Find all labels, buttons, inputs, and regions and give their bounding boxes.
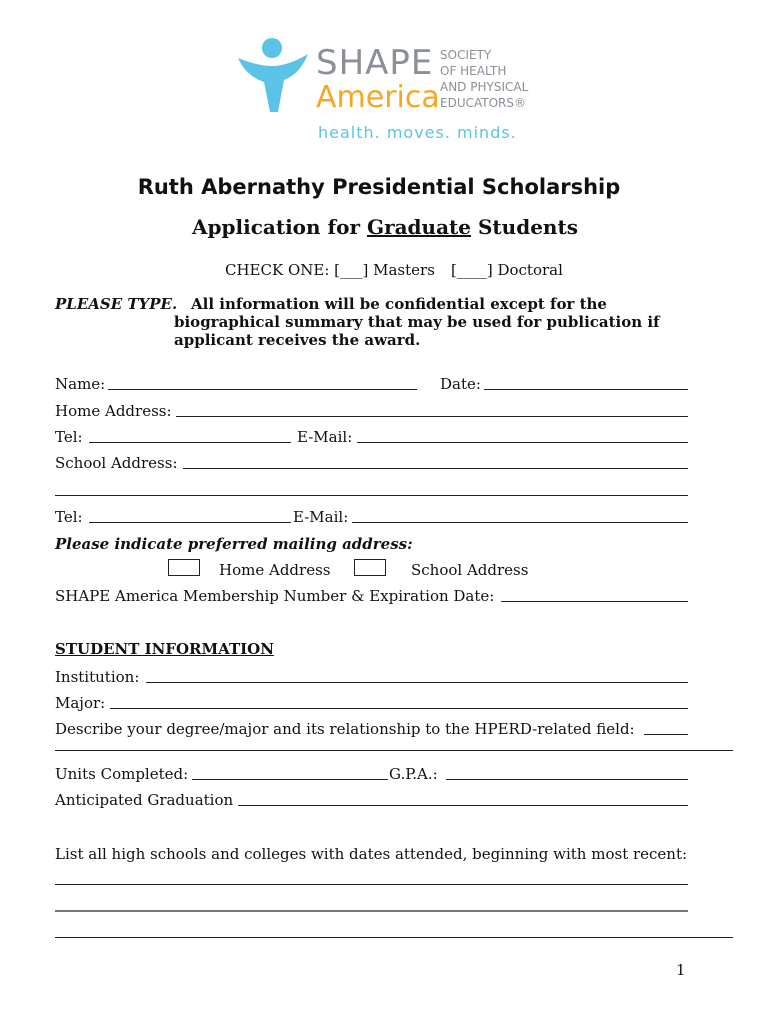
email2-field[interactable]	[352, 522, 688, 523]
home-address-field[interactable]	[176, 416, 688, 417]
describe-field[interactable]	[644, 734, 688, 735]
email2-label: E-Mail:	[293, 508, 349, 526]
gpa-label: G.P.A.:	[389, 765, 438, 783]
logo-tagline: health. moves. minds.	[318, 123, 517, 142]
subtitle-underlined: Graduate	[366, 215, 472, 239]
notice-line-1: All information will be confidential except for the	[191, 295, 607, 313]
shape-america-logo	[232, 34, 542, 146]
gpa-field[interactable]	[446, 779, 688, 780]
subtitle-after: Students	[477, 215, 578, 239]
school-address-field-line-2[interactable]	[55, 495, 688, 496]
notice-lead: PLEASE TYPE.	[55, 295, 178, 313]
tel2-field[interactable]	[89, 522, 291, 523]
school-address-field[interactable]	[183, 468, 688, 469]
graduation-field[interactable]	[238, 805, 688, 806]
major-field[interactable]	[110, 708, 688, 709]
email-label: E-Mail:	[297, 428, 353, 446]
logo-society-line-1: SOCIETY	[440, 48, 492, 62]
describe-label: Describe your degree/major and its relationship to the HPERD-related field:	[55, 720, 635, 738]
name-field[interactable]	[108, 389, 417, 390]
list-schools-label: List all high schools and colleges with dates attended, beginning with most recent:	[55, 845, 688, 863]
page-title: Ruth Abernathy Presidential Scholarship	[137, 175, 621, 199]
home-address-checkbox[interactable]	[168, 559, 200, 576]
student-info-heading: STUDENT INFORMATION	[55, 640, 274, 658]
notice-line-2: biographical summary that may be used for publication if	[174, 313, 660, 331]
describe-field-line-2[interactable]	[55, 750, 733, 751]
email-field[interactable]	[357, 442, 688, 443]
membership-label: SHAPE America Membership Number & Expiration Date:	[55, 587, 495, 605]
date-field[interactable]	[484, 389, 688, 390]
home-address-label: Home Address:	[55, 402, 172, 420]
membership-field[interactable]	[501, 601, 688, 602]
logo-society-line-3: AND PHYSICAL	[440, 80, 529, 94]
check-one-doctoral[interactable]: [____] Doctoral	[451, 261, 563, 279]
major-label: Major:	[55, 694, 106, 712]
graduation-label: Anticipated Graduation	[55, 791, 234, 809]
logo-society-line-4: EDUCATORS®	[440, 96, 526, 110]
schools-line-2[interactable]	[55, 910, 688, 912]
schools-line-1[interactable]	[55, 884, 688, 885]
subtitle-before: Application for	[192, 215, 361, 239]
logo-brand-shape: SHAPE	[316, 43, 434, 83]
school-address-checkbox[interactable]	[354, 559, 386, 576]
institution-label: Institution:	[55, 668, 140, 686]
units-field[interactable]	[192, 779, 388, 780]
school-address-option-label: School Address	[411, 561, 529, 579]
home-address-option-label: Home Address	[219, 561, 331, 579]
page-subtitle	[0, 215, 770, 239]
schools-line-3[interactable]	[55, 937, 733, 938]
institution-field[interactable]	[146, 682, 688, 683]
school-address-label: School Address:	[55, 454, 178, 472]
notice-line-3: applicant receives the award.	[174, 331, 421, 349]
mailing-prompt: Please indicate preferred mailing address:	[55, 535, 413, 553]
tel-label: Tel:	[55, 428, 83, 446]
tel2-label: Tel:	[55, 508, 83, 526]
logo-brand-america: America	[316, 80, 440, 115]
units-label: Units Completed:	[55, 765, 189, 783]
date-label: Date:	[440, 375, 481, 393]
check-one-masters[interactable]: CHECK ONE: [___] Masters	[225, 261, 435, 279]
name-label: Name:	[55, 375, 106, 393]
page-number: 1	[676, 961, 686, 979]
tel-field[interactable]	[89, 442, 291, 443]
logo-society-line-2: OF HEALTH	[440, 64, 507, 78]
figure-logo-icon	[234, 36, 314, 116]
